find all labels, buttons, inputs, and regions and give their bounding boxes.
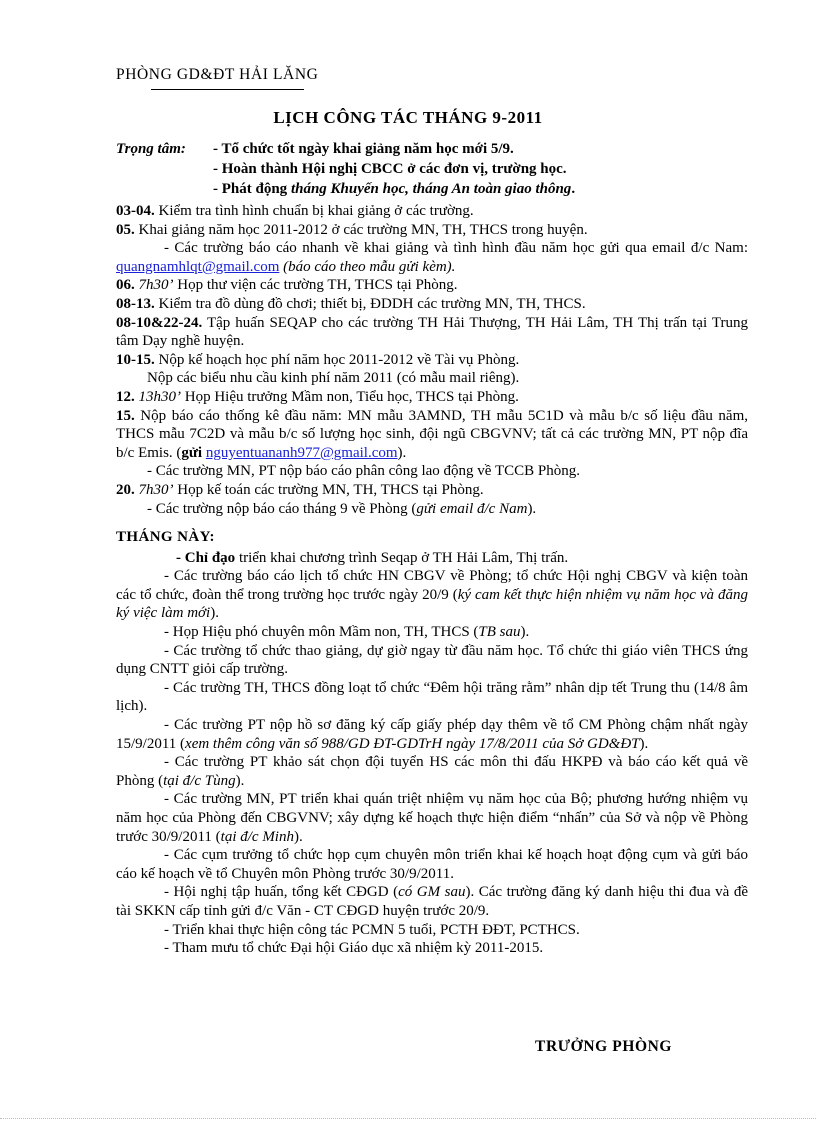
month-item-2 xyxy=(116,567,748,623)
entry-text-end: ). xyxy=(397,444,407,461)
month-item-8 xyxy=(116,790,748,846)
month-item-italic: xem thêm công văn số 988/GD ĐT-GDTrH ngày 17/8/2011 của Sở GD&ĐT xyxy=(185,735,640,752)
month-item-12: - Tham mưu tổ chức Đại hội Giáo dục xã nhiệm kỳ 2011-2015. xyxy=(164,940,544,957)
entry-date: 20. xyxy=(116,481,135,498)
month-item-italic: tại đ/c Minh xyxy=(220,828,294,845)
schedule-entry-8 xyxy=(116,407,748,463)
entry-text: Khai giảng năm học 2011-2012 ở các trường MN, TH, THCS trong huyện. xyxy=(134,221,588,238)
entry-note: (báo cáo theo mẫu gửi kèm). xyxy=(279,258,456,275)
entry-text: Họp kế toán các trường MN, TH, THCS tại Phòng. xyxy=(173,481,484,498)
month-item-text: - Các trường PT nộp hồ sơ đăng ký cấp giấy phép dạy thêm về tổ CM Phòng chậm nhất ngày 15/9/2011 ( xyxy=(116,717,748,752)
month-item-end: ). xyxy=(639,735,649,752)
month-item-9: - Các cụm trưởng tổ chức họp cụm chuyên môn triển khai kế hoạch hoạt động cụm và gửi báo cáo kế hoạch về tổ Chuyên môn Phòng trước 30/9/2011. xyxy=(116,847,748,882)
month-item-4: - Các trường tổ chức thao giảng, dự giờ ngay từ đầu năm học. Tổ chức thi giáo viên THCS ứng dụng CNTT giỏi cấp trường. xyxy=(116,642,748,678)
focus-item-3-post: . xyxy=(571,181,576,197)
month-item-7 xyxy=(116,753,748,790)
entry-text: - Các trường báo cáo nhanh về khai giảng và tình hình đầu năm học gửi qua email đ/c Nam: xyxy=(164,240,748,257)
month-item-italic: có GM sau xyxy=(398,884,466,901)
focus-label: Trọng tâm: xyxy=(116,141,186,157)
entry-date: 06. xyxy=(116,277,135,294)
entry-date: 08-10&22-24. xyxy=(116,314,203,331)
page-bottom-divider xyxy=(0,1118,816,1119)
entry-text: Họp Hiệu trưởng Mầm non, Tiểu học, THCS tại Phòng. xyxy=(181,388,519,405)
month-heading: THÁNG NÀY: xyxy=(116,529,215,546)
month-item-6 xyxy=(116,716,748,753)
entry-text: Kiểm tra đồ dùng đồ chơi; thiết bị, ĐDDH các trường MN, TH, THCS. xyxy=(154,295,586,312)
document-title: LỊCH CÔNG TÁC THÁNG 9-2011 xyxy=(273,108,543,127)
email-link-tuananh[interactable]: nguyentuananh977@gmail.com xyxy=(205,444,398,461)
month-item-text: - Họp Hiệu phó chuyên môn Mầm non, TH, THCS ( xyxy=(164,624,479,641)
entry-date: 08-13. xyxy=(116,295,155,312)
month-item-end: ). xyxy=(235,772,245,789)
entry-text-end: ). xyxy=(527,500,537,517)
month-item-3 xyxy=(116,623,748,642)
month-item-italic: tại đ/c Tùng xyxy=(163,772,236,789)
entry-text: Kiểm tra tình hình chuẩn bị khai giảng ở các trường. xyxy=(154,203,474,219)
entry-time: 13h30’ xyxy=(134,388,181,405)
entry-date: 12. xyxy=(116,388,135,405)
email-link-nam[interactable]: quangnamhlqt@gmail.com xyxy=(116,258,280,275)
focus-item-3-italic: tháng Khuyến học, tháng An toàn giao thông xyxy=(290,181,572,197)
department-underline xyxy=(151,89,304,90)
schedule-entry-7 xyxy=(116,388,748,407)
month-item-10 xyxy=(116,883,748,920)
month-item-text: - Hội nghị tập huấn, tổng kết CĐGD ( xyxy=(164,884,399,901)
month-item-end: ). xyxy=(210,605,219,622)
schedule-entry-3 xyxy=(116,276,748,295)
month-item-text: - Các trường PT khảo sát chọn đội tuyển HS các môn thi đấu HKPĐ và báo cáo kết quả về Phòng ( xyxy=(116,754,748,789)
entry-text: Nộp báo cáo thống kê đầu năm: MN mẫu 3AMND, TH mẫu 5C1D và mẫu b/c số liệu đầu năm, THCS mẫu 7C2D và mẫu b/c số lượng học sinh, đội ngũ CBGVNV; tất cả các trường MN, PT nộp đĩa b/c Emis. ( xyxy=(116,407,748,461)
month-item-text: - Các trường MN, PT triển khai quán triệt nhiệm vụ năm học của Bộ; phương hướng nhiệm vụ năm học của Phòng đến CBGVNV; xây dựng kế hoạch thực hiện điểm “nhấn” của Sở và nộp về Phòng trước 30/9/2011 ( xyxy=(116,791,748,845)
entry-text: Tập huấn SEQAP cho các trường TH Hải Thượng, TH Hải Lâm, TH Thị trấn tại Trung tâm Dạy nghề huyện. xyxy=(116,314,748,350)
entry-time: 7h30’ xyxy=(134,481,174,498)
schedule-entry-9 xyxy=(116,481,748,500)
month-item-bold: - Chỉ đạo xyxy=(176,549,236,566)
entry-time: 7h30’ xyxy=(134,277,174,294)
entry-note: gửi email đ/c Nam xyxy=(416,500,528,517)
month-item-text: triển khai chương trình Seqap ở TH Hải Lâm, Thị trấn. xyxy=(235,549,569,566)
schedule-entry-8-sub: - Các trường MN, PT nộp báo cáo phân công lao động về TCCB Phòng. xyxy=(147,463,580,480)
month-item-italic: TB sau xyxy=(478,624,521,641)
month-item-italic: ký cam kết thực hiện nhiệm vụ năm học và đăng ký việc làm mới xyxy=(116,586,748,622)
schedule-entry-1 xyxy=(116,202,748,221)
entry-date: 05. xyxy=(116,221,135,238)
month-item-1 xyxy=(116,549,748,568)
month-item-text: - Các trường báo cáo lịch tổ chức HN CBGV về Phòng; tổ chức Hội nghị CBGV và kiện toàn các tổ chức, đoàn thể trong trường học trước ngày 20/9 ( xyxy=(116,568,748,603)
schedule-entry-6-sub: Nộp các biểu nhu cầu kinh phí năm 2011 (có mẫu mail riêng). xyxy=(147,370,520,387)
month-item-5: - Các trường TH, THCS đồng loạt tổ chức “Đêm hội trăng rằm” nhân dịp tết Trung thu (14/8 âm lịch). xyxy=(116,679,748,715)
month-item-end: ). xyxy=(520,624,530,641)
focus-item-2: - Hoàn thành Hội nghị CBCC ở các đơn vị, trường học. xyxy=(213,161,567,177)
schedule-entry-2 xyxy=(116,221,748,240)
department-name: PHÒNG GD&ĐT HẢI LĂNG xyxy=(116,66,319,83)
schedule-entry-2-sub xyxy=(116,239,748,276)
schedule-entry-5 xyxy=(116,314,748,351)
month-item-end: ). xyxy=(293,828,303,845)
signature-title: TRƯỞNG PHÒNG xyxy=(535,1038,673,1055)
entry-date: 03-04. xyxy=(116,203,155,219)
entry-date: 15. xyxy=(116,407,135,424)
entry-text: - Các trường nộp báo cáo tháng 9 về Phòng ( xyxy=(147,500,417,517)
focus-item-3 xyxy=(213,181,575,198)
entry-text: Họp thư viện các trường TH, THCS tại Phòng. xyxy=(173,277,458,294)
entry-text: Nộp kế hoạch học phí năm học 2011-2012 về Tài vụ Phòng. xyxy=(154,351,520,368)
month-item-end: ). Các trường đăng ký danh hiệu thi đua và đề tài SKKN cấp tỉnh gửi đ/c Văn - CT CĐGD huyện trước 20/9. xyxy=(116,884,749,919)
month-item-11: - Triển khai thực hiện công tác PCMN 5 tuổi, PCTH ĐĐT, PCTHCS. xyxy=(164,921,580,938)
focus-item-1: - Tổ chức tốt ngày khai giảng năm học mới 5/9. xyxy=(213,141,514,157)
schedule-entry-9-sub xyxy=(116,500,748,519)
entry-date: 10-15. xyxy=(116,351,155,368)
schedule-entry-6 xyxy=(116,351,748,370)
focus-item-3-pre: - Phát động xyxy=(213,181,291,197)
schedule-body xyxy=(116,202,748,958)
entry-send-label: gửi xyxy=(181,444,203,461)
schedule-entry-4 xyxy=(116,295,748,314)
